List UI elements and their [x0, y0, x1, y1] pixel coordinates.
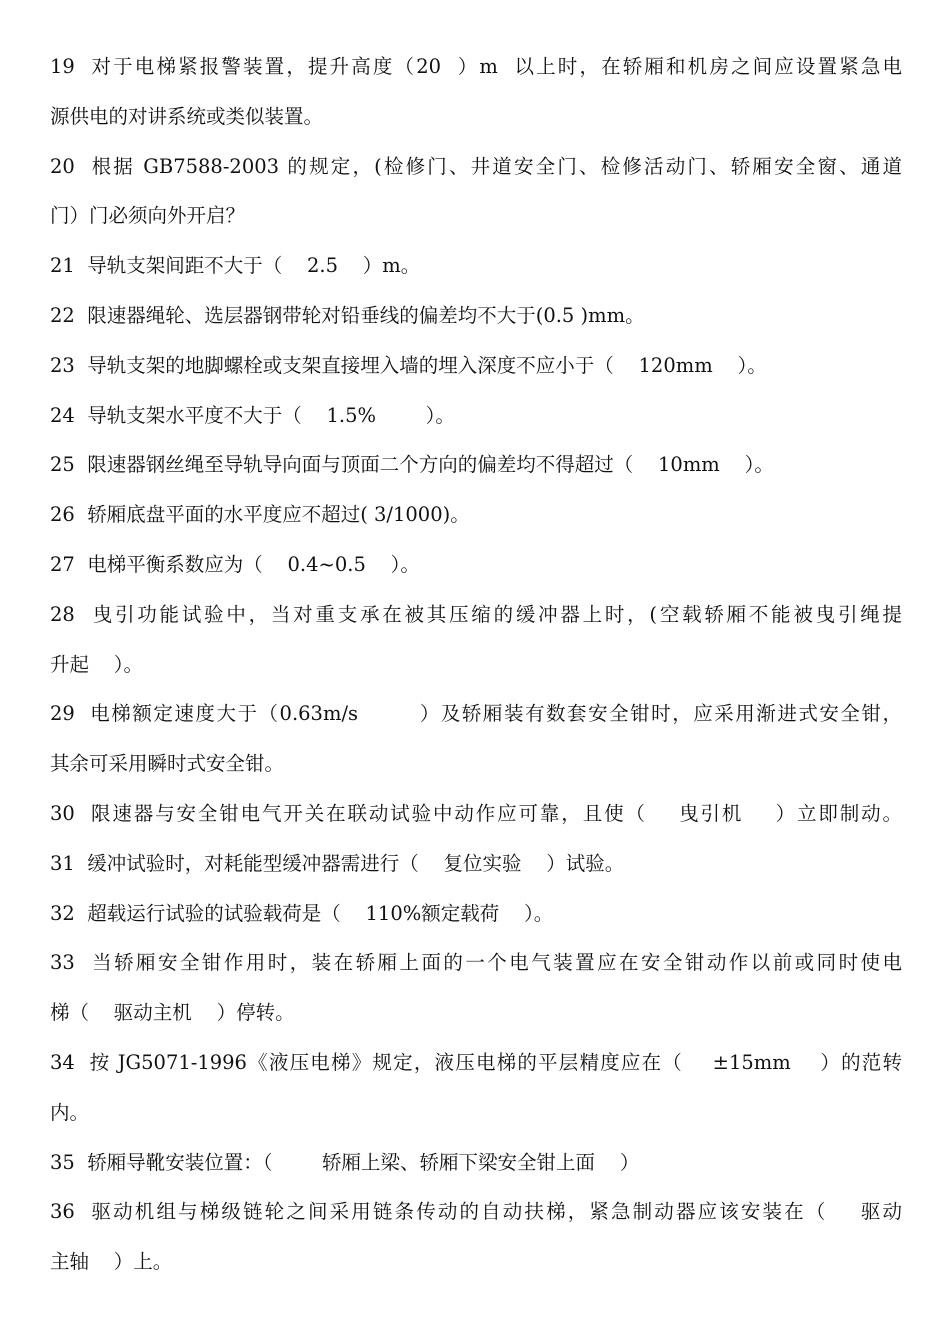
document-body	[50, 42, 902, 1287]
text-line: 19 对于电梯紧报警装置，提升高度（20 ）m 以上时，在轿厢和机房之间应设置紧急电	[50, 55, 902, 78]
text-line: 32 超载运行试验的试验载荷是（ 110%额定载荷 ）。	[50, 901, 554, 925]
text-line: 26 轿厢底盘平面的水平度应不超过( 3/1000)。	[50, 503, 470, 527]
text-line: 主轴 ）上。	[50, 1250, 173, 1274]
text-line: 30 限速器与安全钳电气开关在联动试验中动作应可靠，且使（ 曳引机 ）立即制动。	[50, 801, 902, 825]
text-line: 门）门必须向外开启？	[50, 204, 246, 228]
text-line: 21 导轨支架间距不大于（ 2.5 ）m。	[50, 254, 421, 278]
text-line: 内。	[50, 1100, 90, 1124]
text-line: 28 曳引功能试验中，当对重支承在被其压缩的缓冲器上时，(空载轿厢不能被曳引绳提	[50, 602, 902, 626]
text-line: 36 驱动机组与梯级链轮之间采用链条传动的自动扶梯，紧急制动器应该安装在（ 驱动	[50, 1200, 902, 1224]
text-line: 升起 ）。	[50, 652, 144, 676]
text-line: 25 限速器钢丝绳至导轨导向面与顶面二个方向的偏差均不得超过（ 10mm ）。	[50, 453, 774, 477]
text-line: 33 当轿厢安全钳作用时，装在轿厢上面的一个电气装置应在安全钳动作以前或同时使电	[50, 951, 902, 975]
text-line: 24 导轨支架水平度不大于（ 1.5% ）。	[50, 403, 455, 427]
text-line: 梯（ 驱动主机 ）停转。	[50, 1001, 295, 1025]
text-line: 31 缓冲试验时，对耗能型缓冲器需进行（ 复位实验 ）试验。	[50, 851, 625, 875]
text-line: 其余可采用瞬时式安全钳。	[50, 752, 285, 776]
text-line: 27 电梯平衡系数应为（ 0.4~0.5 ）。	[50, 552, 420, 576]
text-line: 35 轿厢导靴安装位置：（ 轿厢上梁、轿厢下梁安全钳上面 ）	[50, 1150, 640, 1174]
text-line: 34 按 JG5071-1996《液压电梯》规定，液压电梯的平层精度应在（ ±15mm ）的范转	[50, 1050, 902, 1074]
text-line: 23 导轨支架的地脚螺栓或支架直接埋入墙的埋入深度不应小于（ 120mm ）。	[50, 353, 767, 377]
text-line: 22 限速器绳轮、选层器钢带轮对铅垂线的偏差均不大于(0.5 )mm。	[50, 303, 645, 327]
text-line: 29 电梯额定速度大于（0.63m/s ）及轿厢装有数套安全钳时，应采用渐进式安全钳，	[50, 702, 902, 726]
text-line: 20 根据 GB7588-2003 的规定，(检修门、井道安全门、检修活动门、轿厢安全窗、通道	[50, 154, 902, 178]
text-line: 源供电的对讲系统或类似装置。	[50, 104, 324, 128]
